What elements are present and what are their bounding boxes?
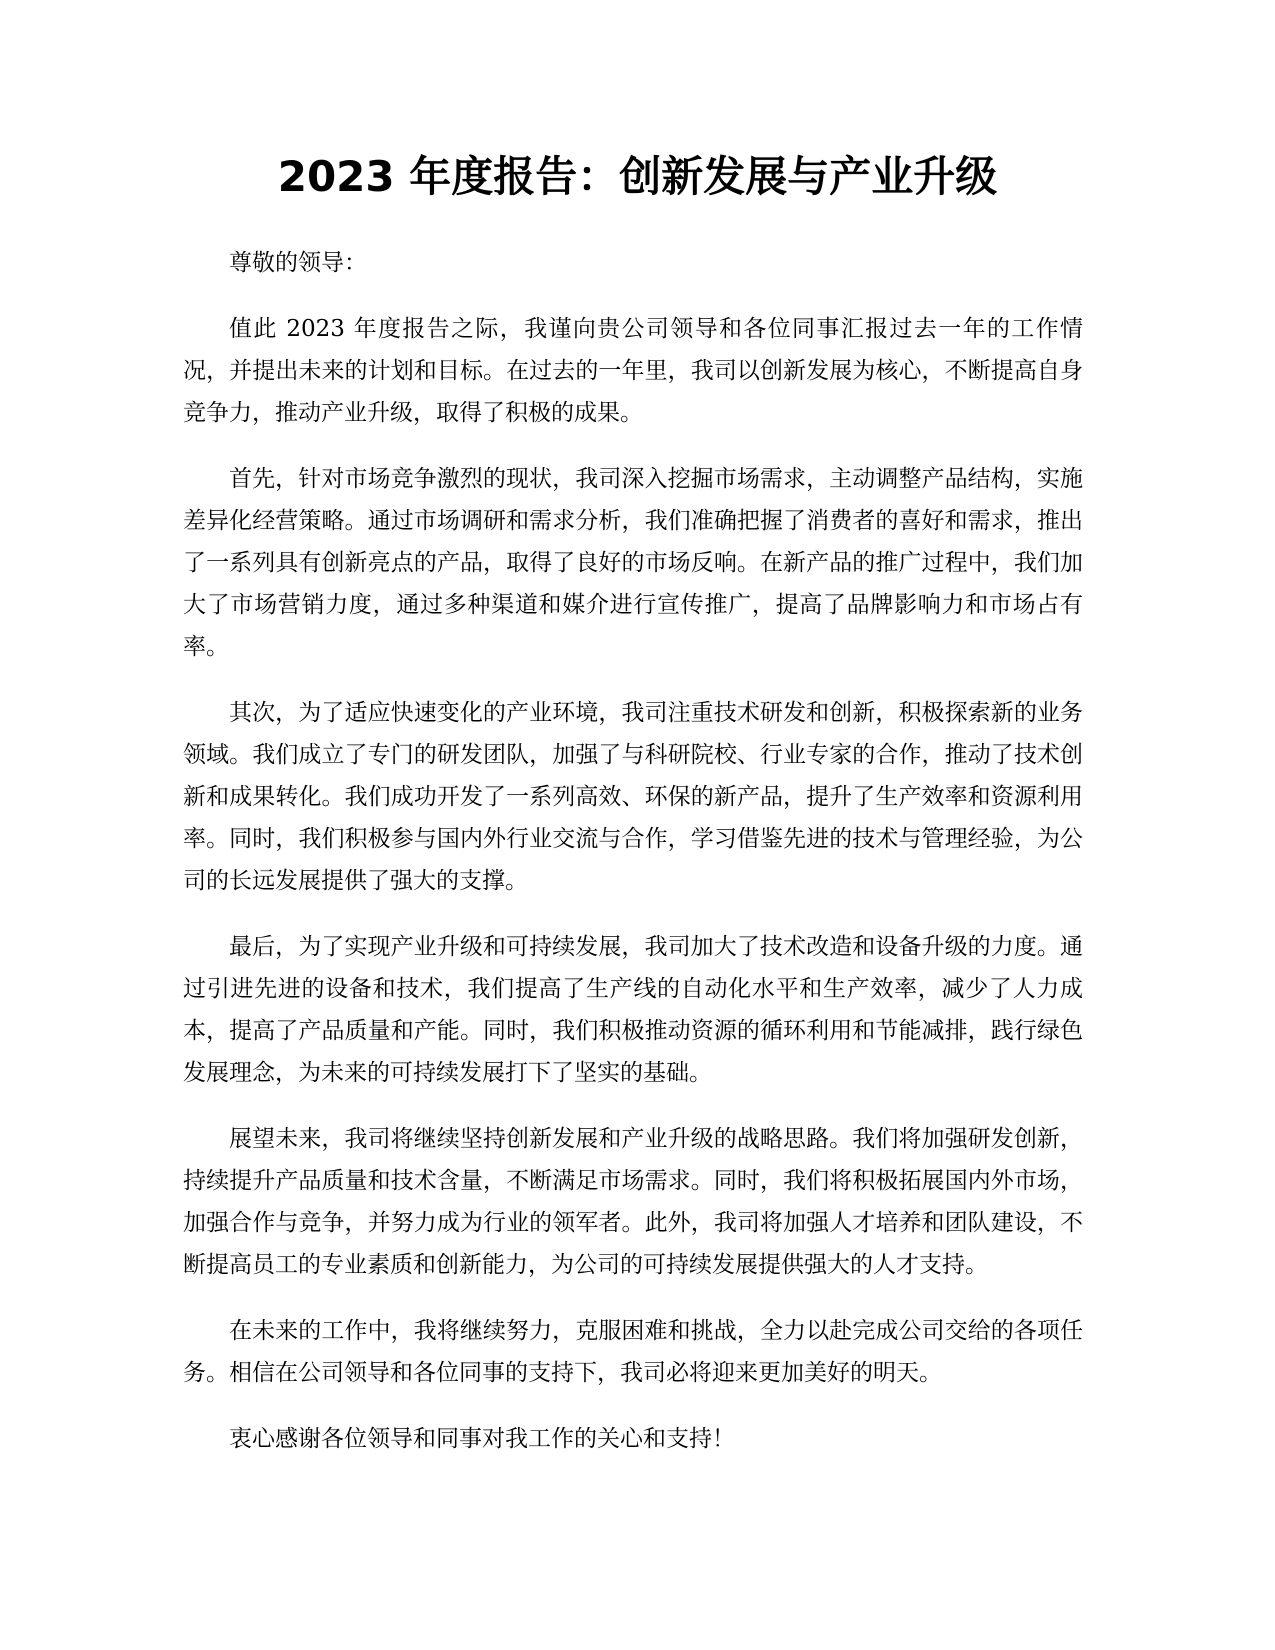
document-title: 2023 年度报告：创新发展与产业升级	[277, 152, 998, 201]
paragraph-rnd: 其次，为了适应快速变化的产业环境，我司注重技术研发和创新，积极探索新的业务领域。我们成立了专门的研发团队，加强了与科研院校、行业专家的合作，推动了技术创新和成果转化。我们成功开发了一系列高效、环保的新产品，提升了生产效率和资源利用率。同时，我们积极参与国内外行业交流与合作，学习借鉴先进的技术与管理经验，为公司的长远发展提供了强大的支撑。	[183, 700, 1083, 894]
paragraph-intro: 值此 2023 年度报告之际，我谨向贵公司领导和各位同事汇报过去一年的工作情况，并提出未来的计划和目标。在过去的一年里，我司以创新发展为核心，不断提高自身竞争力，推动产业升级，取得了积极的成果。	[183, 316, 1083, 426]
salutation: 尊敬的领导：	[229, 250, 367, 276]
paragraph-outlook: 展望未来，我司将继续坚持创新发展和产业升级的战略思路。我们将加强研发创新，持续提升产品质量和技术含量，不断满足市场需求。同时，我们将积极拓展国内外市场，加强合作与竞争，并努力成为行业的领军者。此外，我司将加强人才培养和团队建设，不断提高员工的专业素质和创新能力，为公司的可持续发展提供强大的人才支持。	[183, 1126, 1083, 1278]
paragraph-commitment: 在未来的工作中，我将继续努力，克服困难和挑战，全力以赴完成公司交给的各项任务。相信在公司领导和各位同事的支持下，我司必将迎来更加美好的明天。	[183, 1318, 1083, 1386]
paragraph-upgrade: 最后，为了实现产业升级和可持续发展，我司加大了技术改造和设备升级的力度。通过引进先进的设备和技术，我们提高了生产线的自动化水平和生产效率，减少了人力成本，提高了产品质量和产能。同时，我们积极推动资源的循环利用和节能减排，践行绿色发展理念，为未来的可持续发展打下了坚实的基础。	[183, 934, 1083, 1086]
document-body	[183, 242, 1083, 1484]
paragraph-thanks: 衷心感谢各位领导和同事对我工作的关心和支持！	[229, 1426, 735, 1452]
paragraph-market: 首先，针对市场竞争激烈的现状，我司深入挖掘市场需求，主动调整产品结构，实施差异化经营策略。通过市场调研和需求分析，我们准确把握了消费者的喜好和需求，推出了一系列具有创新亮点的产品，取得了良好的市场反响。在新产品的推广过程中，我们加大了市场营销力度，通过多种渠道和媒介进行宣传推广，提高了品牌影响力和市场占有率。	[183, 466, 1083, 660]
